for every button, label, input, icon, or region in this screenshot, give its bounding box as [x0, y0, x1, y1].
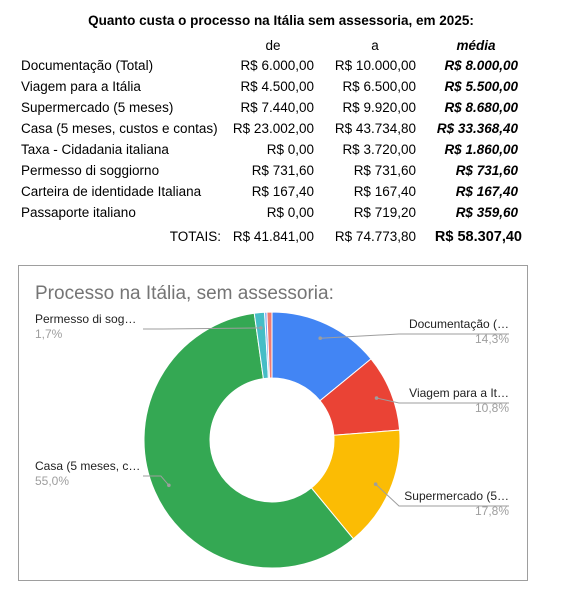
- row-de: R$ 167,40: [251, 184, 314, 199]
- table-row: [0, 205, 562, 226]
- row-media: R$ 359,60: [455, 205, 518, 220]
- slice-percent-label: 14,3%: [474, 332, 509, 346]
- slice-label: Casa (5 meses, c…: [35, 459, 141, 473]
- row-label: Permesso di soggiorno: [21, 163, 160, 178]
- row-label: Taxa - Cidadania italiana: [21, 142, 169, 157]
- header-a: a: [371, 38, 379, 53]
- slice-percent-label: 17,8%: [474, 504, 509, 518]
- row-de: R$ 7.440,00: [240, 100, 314, 115]
- slice-label: Documentação (…: [408, 317, 509, 331]
- table-row: [0, 163, 562, 184]
- slice-label: Supermercado (5…: [404, 489, 509, 503]
- header-media: média: [456, 38, 496, 53]
- row-media: R$ 5.500,00: [444, 79, 518, 94]
- totals-media: R$ 58.307,40: [434, 229, 522, 245]
- donut-chart: [18, 265, 528, 581]
- table-row: [0, 79, 562, 100]
- table-row: [0, 100, 562, 121]
- row-de: R$ 6.000,00: [240, 58, 314, 73]
- leader-dot: [167, 483, 171, 487]
- slice-percent-label: 1,7%: [35, 327, 63, 341]
- row-a: R$ 731,60: [353, 163, 416, 178]
- row-a: R$ 6.500,00: [342, 79, 416, 94]
- slice-label: Permesso di sog…: [35, 312, 137, 326]
- row-a: R$ 3.720,00: [342, 142, 416, 157]
- row-label: Passaporte italiano: [21, 205, 136, 220]
- table-row: [0, 184, 562, 205]
- row-a: R$ 9.920,00: [342, 100, 416, 115]
- leader-dot: [374, 482, 378, 486]
- row-media: R$ 8.000,00: [444, 58, 518, 73]
- row-label: Documentação (Total): [21, 58, 154, 73]
- slice-label: Viagem para a It…: [409, 386, 509, 400]
- row-label: Viagem para a Itália: [21, 79, 141, 94]
- table-row: [0, 142, 562, 163]
- row-de: R$ 4.500,00: [240, 79, 314, 94]
- totals-row: [0, 229, 562, 250]
- totals-a: R$ 74.773,80: [334, 229, 416, 244]
- chart-title: Processo na Itália, sem assessoria:: [35, 283, 334, 304]
- leader-dot: [375, 396, 379, 400]
- leader-dot: [259, 326, 263, 330]
- row-media: R$ 167,40: [455, 184, 518, 199]
- leader-dot: [318, 336, 322, 340]
- slice-percent-label: 10,8%: [474, 401, 509, 415]
- row-de: R$ 0,00: [266, 205, 314, 220]
- row-a: R$ 719,20: [353, 205, 416, 220]
- slice-percent-label: 55,0%: [35, 474, 70, 488]
- row-media: R$ 33.368,40: [436, 121, 518, 136]
- row-label: Carteira de identidade Italiana: [21, 184, 202, 199]
- row-de: R$ 23.002,00: [232, 121, 314, 136]
- row-a: R$ 167,40: [353, 184, 416, 199]
- row-label: Casa (5 meses, custos e contas): [21, 121, 218, 136]
- table-title: Quanto custa o processo na Itália sem assessoria, em 2025:: [88, 13, 474, 28]
- row-label: Supermercado (5 meses): [21, 100, 174, 115]
- row-de: R$ 731,60: [251, 163, 314, 178]
- table-row: [0, 58, 562, 79]
- header-de: de: [265, 38, 281, 53]
- row-media: R$ 1.860,00: [444, 142, 518, 157]
- row-a: R$ 43.734,80: [334, 121, 416, 136]
- row-a: R$ 10.000,00: [334, 58, 416, 73]
- row-de: R$ 0,00: [266, 142, 314, 157]
- row-media: R$ 8.680,00: [444, 100, 518, 115]
- donut-chart-svg: [19, 266, 527, 580]
- totals-de: R$ 41.841,00: [232, 229, 314, 244]
- row-media: R$ 731,60: [455, 163, 518, 178]
- table-row: [0, 121, 562, 142]
- totals-label: TOTAIS:: [169, 229, 221, 244]
